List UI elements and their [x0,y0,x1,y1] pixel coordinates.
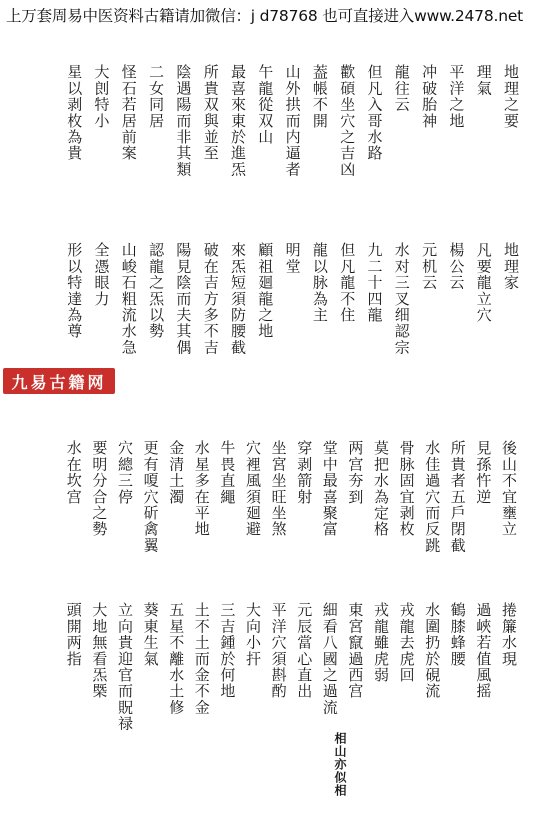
text-column: 穴總三停 [116,440,134,505]
text-column: 冲破胎神 [420,64,439,129]
text-column: 認龍之炁以勢 [147,242,166,340]
text-column: 元机云 [420,242,439,291]
site-watermark-logo: 九易古籍网 [3,368,115,394]
text-column: 坐宮坐旺坐煞 [269,440,288,538]
text-column: 理氣 [474,64,493,97]
text-column: 明堂 [283,242,302,275]
text-column: 破在吉方多不吉 [201,242,220,356]
text-column: 水圍扔於硯流 [423,602,442,700]
text-column: 水星多在平地 [192,440,211,538]
text-column: 牛畏直繩 [218,440,237,505]
text-column: 九二十四龍 [365,242,384,323]
text-column: 戎龍去虎回 [397,602,416,683]
text-column: 山峻石粗流水急 [119,242,138,356]
text-column: 平洋穴須斟酌 [269,602,288,700]
text-column: 骨脉固宜剥枚 [397,440,416,538]
promo-banner: 上万套周易中医资料古籍请加微信：j d78768 也可直接进入www.2478.net [6,7,524,25]
text-column: 所貴者五戶閉截 [448,440,467,554]
text-column: 要明分合之勢 [90,440,109,538]
text-column: 陽見陰而夫其偶 [174,242,193,356]
text-column: 穴裡風須廻避 [244,440,262,538]
text-column: 戎龍雖虎弱 [372,602,390,683]
text-column: 元辰當心直出 [295,602,314,700]
text-column: 穿剥箭射 [295,440,314,505]
text-column: 歡碩坐穴之吉凶 [338,64,357,178]
text-column: 堂中最喜聚富 [320,440,339,538]
text-column: 鶴膝蜂腰 [448,602,467,667]
text-column: 所貴双與並至 [201,64,220,162]
text-column: 全憑眼力 [92,242,111,307]
text-column: 龍以脉為主 [310,242,329,323]
text-column: 但凡入哥水路 [365,64,384,162]
text-column: 葢帳不開 [310,64,329,129]
text-column: 但凡龍不住 [338,242,357,323]
text-column: 午龍從双山 [256,64,275,145]
text-column: 水佳過穴而反跳 [423,440,442,554]
text-column: 大向小扞 [244,602,262,667]
text-column: 地理之要 [502,64,520,129]
manuscript-page [0,30,550,819]
text-column: 地理家 [502,242,520,291]
text-column: 水在坎宫 [64,440,83,505]
text-column: 更有嗄穴斫禽翼 [141,440,160,554]
text-column: 形以特達為尊 [65,242,84,340]
text-column: 金清土濁 [167,440,186,505]
text-column: 平洋之地 [447,64,466,129]
small-annotation: 相山亦似相 [333,732,347,797]
text-column: 葵東生氣 [141,602,160,667]
text-column: 最喜來東於進炁 [229,64,247,178]
text-column: 龍往云 [392,64,411,113]
text-column: 凡要龍立穴 [474,242,493,323]
text-column: 來炁短須防腰截 [229,242,247,356]
text-column: 五星不離水土修 [167,602,186,716]
text-column: 頭開两指 [64,602,83,667]
text-column: 莫把水為定格 [372,440,390,538]
text-column: 楊公云 [447,242,466,291]
text-column: 顧祖廻龍之地 [256,242,275,340]
text-column: 两宫夯到 [346,440,365,505]
text-column: 東宮竄過西宫 [346,602,365,700]
text-column: 水对三叉细認宗 [392,242,411,356]
text-column: 陰遇陽而非其類 [174,64,193,178]
text-column: 大剆特小 [92,64,111,129]
text-column: 二女同居 [147,64,166,129]
text-column: 後山不宜壅立 [500,440,518,538]
text-column: 捲簾水現 [500,602,518,667]
text-column: 細看八國之過流 [320,602,339,716]
text-column: 見孫忤逆 [474,440,493,505]
text-column: 大地無看炁槩 [90,602,109,700]
text-column: 三吉鍾於何地 [218,602,237,700]
text-column: 過峽若值風摇 [474,602,493,700]
text-column: 立向貴迎官而貺禄 [116,602,134,732]
text-column: 怪石若居前案 [119,64,138,162]
text-column: 山外拱而内逼者 [283,64,302,178]
text-column: 星以剥枚為貴 [65,64,84,162]
text-column: 土不土而金不金 [192,602,211,716]
